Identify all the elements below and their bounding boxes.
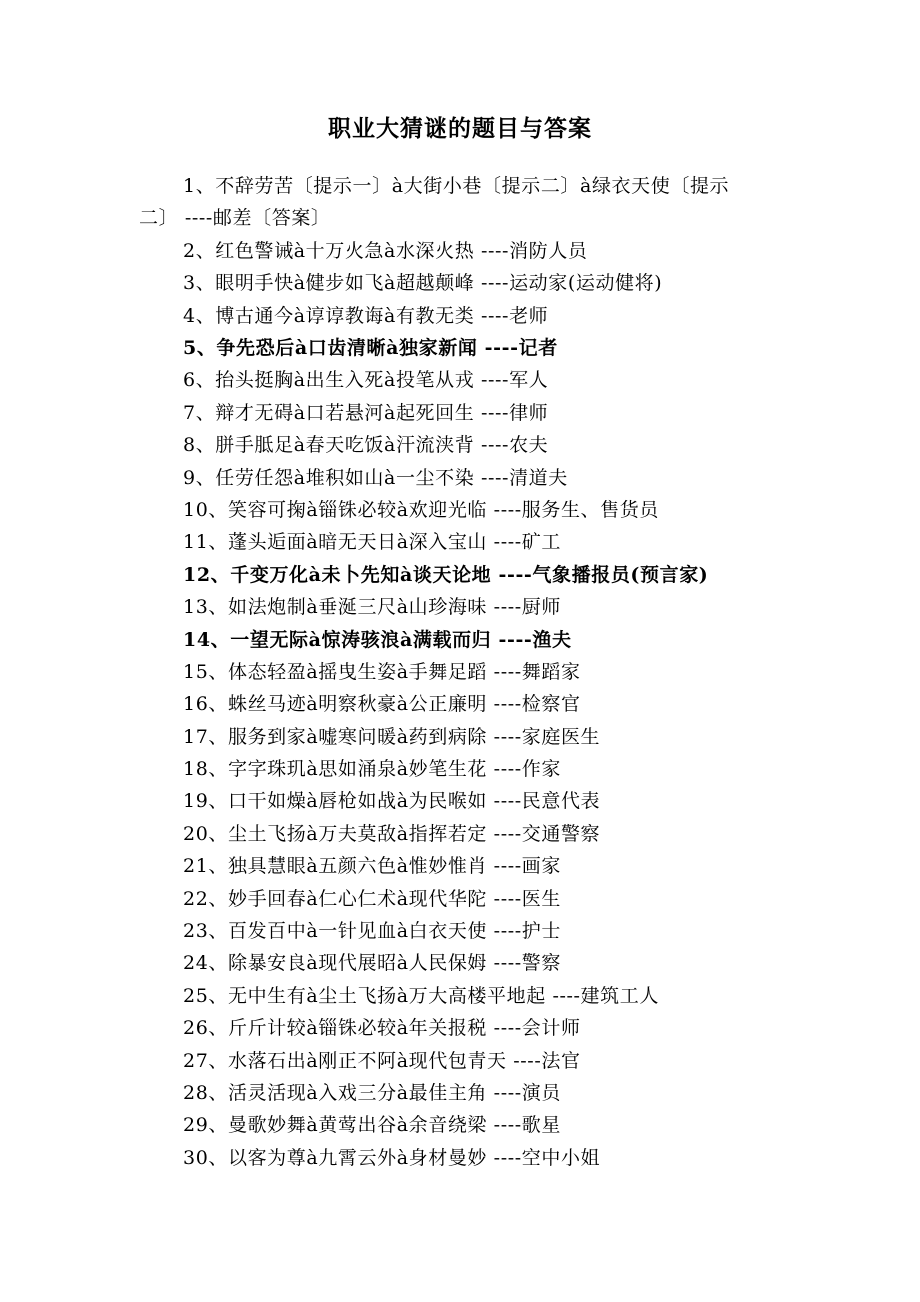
riddle-item: 28、活灵活现à入戏三分à最佳主角 ----演员 bbox=[183, 1081, 561, 1104]
riddle-item: 5、争先恐后à口齿清晰à独家新闻 ----记者 bbox=[183, 336, 558, 359]
riddle-item: 22、妙手回春à仁心仁术à现代华陀 ----医生 bbox=[183, 887, 561, 910]
riddle-item: 17、服务到家à嘘寒问暖à药到病除 ----家庭医生 bbox=[183, 725, 601, 748]
riddle-item: 20、尘土飞扬à万夫莫敌à指挥若定 ----交通警察 bbox=[183, 822, 601, 845]
riddle-item: 18、字字珠玑à思如涌泉à妙笔生花 ----作家 bbox=[183, 758, 561, 781]
riddle-item: 4、博古通今à谆谆教诲à有教无类 ----老师 bbox=[183, 304, 549, 327]
page-title: 职业大猜谜的题目与答案 bbox=[328, 115, 592, 142]
riddle-item: 10、笑容可掬à锱铢必较à欢迎光临 ----服务生、售货员 bbox=[183, 498, 659, 521]
riddle-item-1-line1: 1、不辞劳苦〔提示一〕à大街小巷〔提示二〕à绿衣天使〔提示 bbox=[183, 175, 730, 197]
riddle-item: 30、以客为尊à九霄云外à身材曼妙 ----空中小姐 bbox=[183, 1146, 601, 1169]
riddle-item: 14、一望无际à惊涛骇浪à满载而归 ----渔夫 bbox=[183, 628, 572, 651]
riddle-item: 21、独具慧眼à五颜六色à惟妙惟肖 ----画家 bbox=[183, 855, 561, 878]
riddle-item: 8、胼手胝足à春天吃饭à汗流浃背 ----农夫 bbox=[183, 434, 549, 457]
riddle-item-1 bbox=[0, 170, 920, 235]
riddle-item: 16、蛛丝马迹à明察秋豪à公正廉明 ----检察官 bbox=[183, 693, 581, 716]
riddle-item: 26、斤斤计较à锱铢必较à年关报税 ----会计师 bbox=[183, 1017, 581, 1040]
riddle-item: 6、抬头挺胸à出生入死à投笔从戎 ----军人 bbox=[183, 369, 549, 392]
riddle-item: 24、除暴安良à现代展昭à人民保姆 ----警察 bbox=[183, 952, 561, 975]
riddle-item: 29、曼歌妙舞à黄莺出谷à余音绕梁 ----歌星 bbox=[183, 1114, 561, 1137]
riddle-item: 27、水落石出à刚正不阿à现代包青天 ----法官 bbox=[183, 1049, 581, 1072]
riddle-item-1-line2: 二〕 ----邮差〔答案〕 bbox=[139, 207, 331, 230]
riddle-item: 9、任劳任怨à堆积如山à一尘不染 ----清道夫 bbox=[183, 466, 568, 489]
riddle-item: 25、无中生有à尘土飞扬à万大高楼平地起 ----建筑工人 bbox=[183, 984, 659, 1007]
riddle-item: 23、百发百中à一针见血à白衣天使 ----护士 bbox=[183, 920, 561, 943]
riddle-item: 7、辩才无碍à口若悬河à起死回生 ----律师 bbox=[183, 401, 549, 424]
riddle-item: 11、蓬头逅面à暗无天日à深入宝山 ----矿工 bbox=[183, 531, 561, 554]
riddle-item: 13、如法炮制à垂涎三尺à山珍海味 ----厨师 bbox=[183, 596, 561, 619]
riddle-item: 12、千变万化à未卜先知à谈天论地 ----气象播报员(预言家) bbox=[183, 563, 709, 586]
riddle-item: 2、红色警诫à十万火急à水深火热 ----消防人员 bbox=[183, 239, 588, 262]
riddle-item: 15、体态轻盈à摇曳生姿à手舞足蹈 ----舞蹈家 bbox=[183, 660, 581, 683]
riddle-item: 19、口干如燥à唇枪如战à为民喉如 ----民意代表 bbox=[183, 790, 601, 813]
riddle-list bbox=[0, 170, 920, 1174]
riddle-item: 3、眼明手快à健步如飞à超越颠峰 ----运动家(运动健将) bbox=[183, 272, 663, 295]
